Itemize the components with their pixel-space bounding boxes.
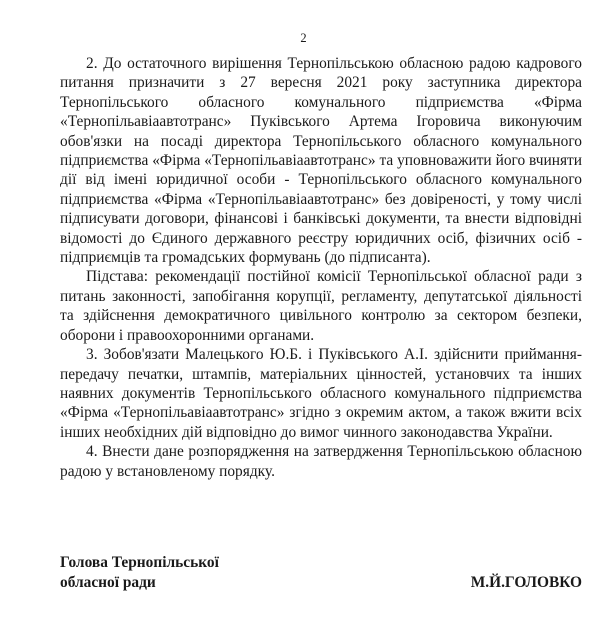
paragraph-item-3: 3. Зобов'язати Малецького Ю.Б. і Пуківського А.І. здійснити приймання-передачу печатки, штампів, матеріальних цінностей, установчих та інших наявних документів Тернопільського обласного комунального підприємства «Фірма «Тернопільавіаавтотранс» згідно з окремим актом, а також вжити всіх інших необхідних дій відповідно до вимог чинного законодавства України. xyxy=(60,346,582,441)
document-body xyxy=(60,54,582,481)
paragraph-basis: Підстава: рекомендації постійної комісії Тернопільської обласної ради з питань законності, запобігання корупції, регламенту, депутатської діяльності та здійснення демократичного цивільного контролю за сектором безпеки, оборони і правоохоронними органами. xyxy=(60,268,582,344)
signatory-title-line-2: обласної ради xyxy=(60,574,156,591)
signatory-name: М.Й.ГОЛОВКО xyxy=(470,574,582,591)
page-number: 2 xyxy=(300,31,307,45)
paragraph-item-2: 2. До остаточного вирішення Тернопільською обласною радою кадрового питання призначити з 27 вересня 2021 року заступника директора Тернопільського обласного комунального підприємства «Фірма «Тернопільавіаавтотранс» Пуківського Артема Ігоровича виконуючим обов'язки на посаді директора Тернопільського обласного комунального підприємства «Фірма «Тернопільавіаавтотранс» та уповноважити його вчиняти дії від імені юридичної особи - Тернопільського обласного комунального підприємства «Фірма «Тернопільавіаавтотранс» без довіреності, у тому числі підписувати договори, фінансові і банківські документи, та внести відповідні відомості до Єдиного державного реєстру юридичних осіб, фізичних осіб - підприємців та громадських формувань (до підписанта). xyxy=(60,55,582,267)
paragraph-item-4: 4. Внести дане розпорядження на затвердження Тернопільською обласною радою у встановленому порядку. xyxy=(60,443,582,480)
signature-block xyxy=(60,553,582,593)
signatory-title-line-1: Голова Тернопільської xyxy=(60,554,219,571)
